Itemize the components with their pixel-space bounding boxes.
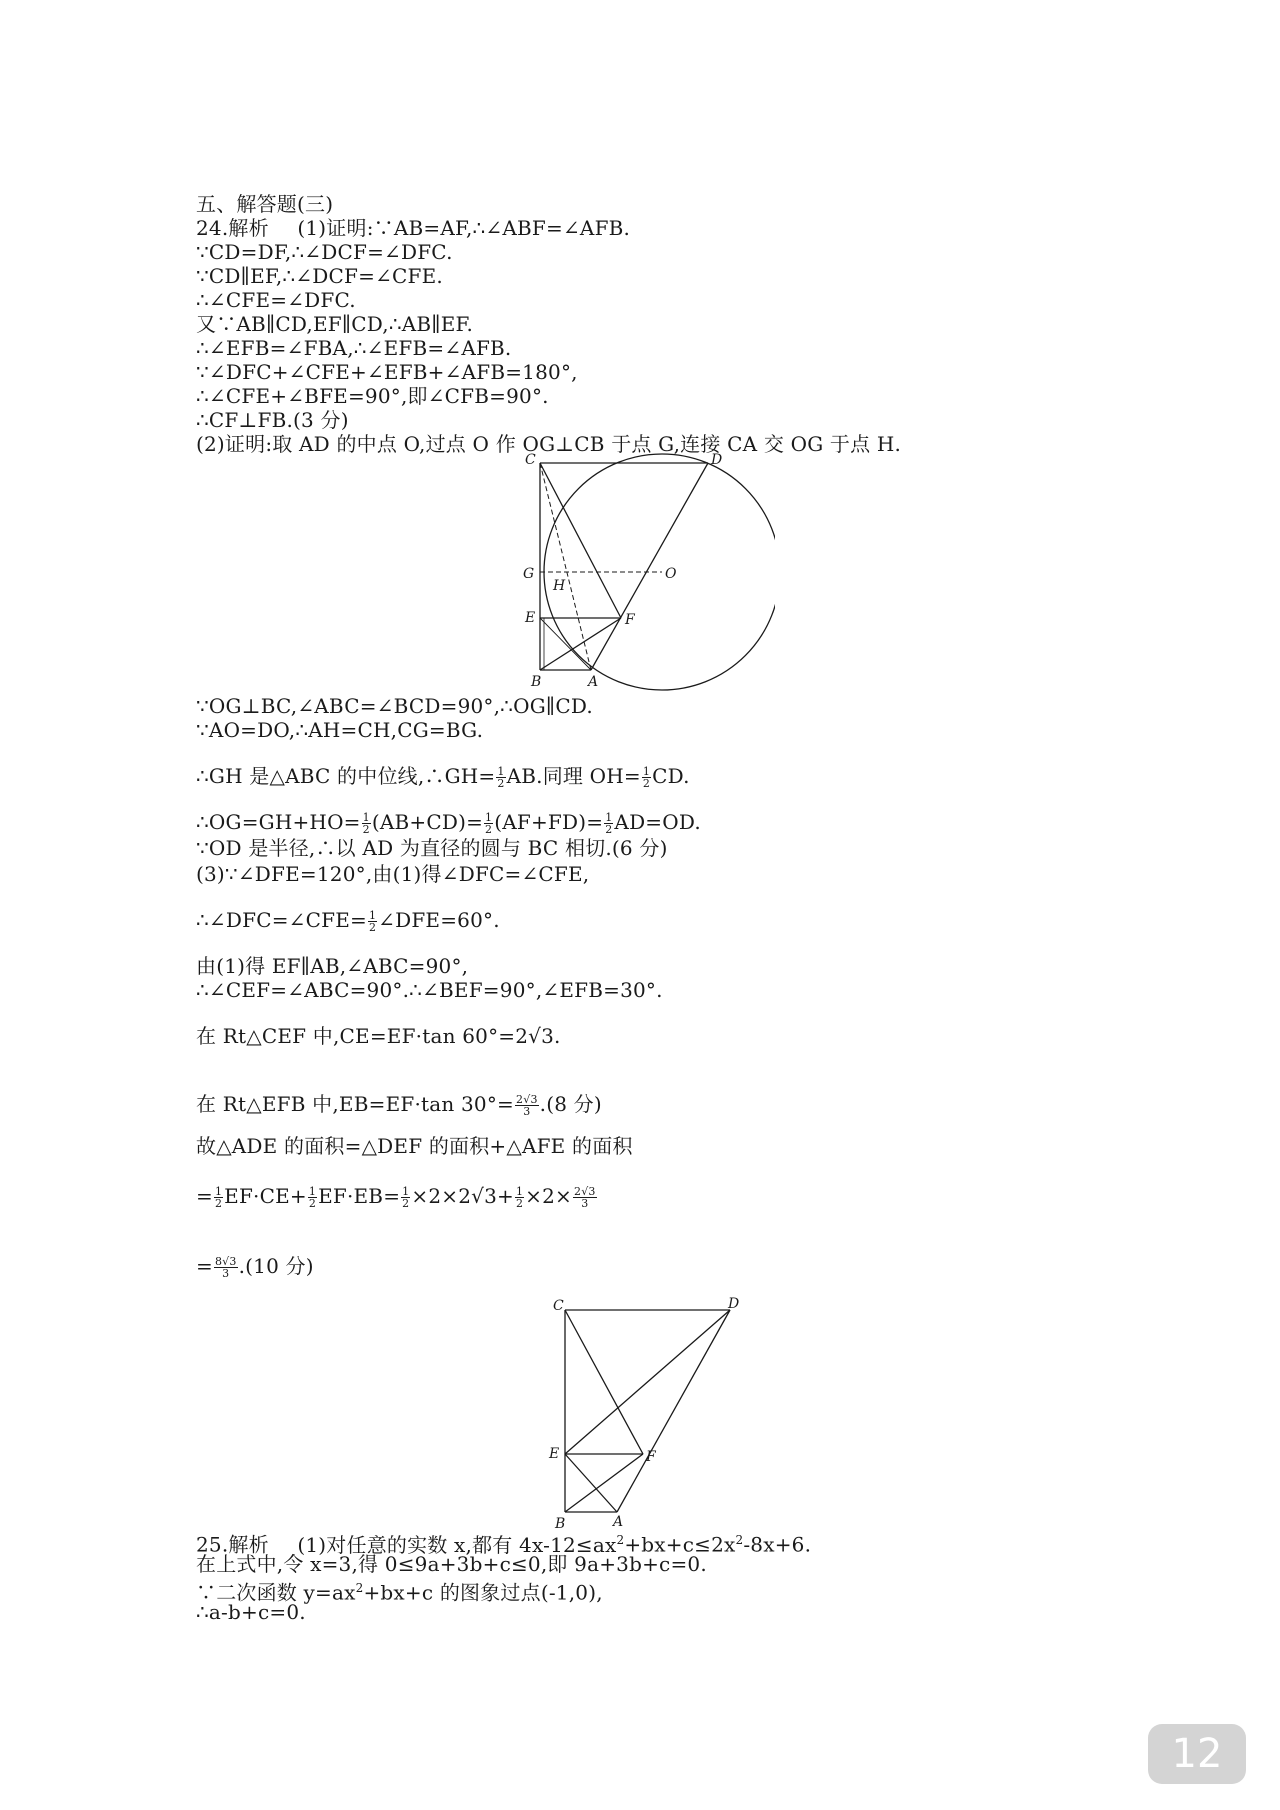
q24-text: (1)证明:∵AB=AF,∴∠ABF=∠AFB. [297,216,631,240]
label-d: D [711,452,723,468]
q25-line-3: ∵二次函数 $y=ax^2+bx+c$ 的图象过点(-1,0), [196,1580,603,1605]
q24-line-dfc: ∴∠DFC=∠CFE= $\frac{1}{2}$ ∠DFE=60°. [196,908,500,934]
q24-line-og: ∴OG=GH+HO= $\frac{1}{2}$ (AB+CD)= $\frac{1}{2}$ (AF+FD)= $\frac{1}{2}$ AD=OD. [196,810,701,836]
label-b: B [555,1516,566,1532]
q24-line: ∴∠CFE+∠BFE=90°,即∠CFB=90°. [196,384,549,408]
circle-o [544,454,775,690]
q25-line: 在上式中,令 x=3,得 0≤9a+3b+c≤0,即 9a+3b+c=0. [196,1552,707,1576]
q24-line-eb: 在 Rt△EFB 中,EB=EF·tan 30°= $\frac{2√3}{3}$ .(8 分) [196,1092,602,1118]
fraction-half: $\frac{1}{2}$ [605,811,613,836]
section-title: 五、解答题(三) [196,192,334,216]
q24-line-midline: ∴GH 是△ABC 的中位线,∴GH= $\frac{1}{2}$ AB.同理 OH= $\frac{1}{2}$ CD. [196,764,690,790]
q24-number: 24.解析 [196,216,269,240]
label-e: E [525,610,536,626]
fraction-2sqrt3-over-3: $\frac{2√3}{3}$ [516,1093,538,1118]
fraction-2sqrt3-over-3: $\frac{2√3}{3}$ [574,1185,596,1210]
fraction-half: $\frac{1}{2}$ [214,1185,223,1210]
q24-line: 又∵AB∥CD,EF∥CD,∴AB∥EF. [196,312,474,336]
label-h: H [553,578,566,594]
fraction-half: $\frac{1}{2}$ [308,1185,317,1210]
fraction-half: $\frac{1}{2}$ [368,909,377,934]
segment-bf [540,618,621,670]
label-f: F [646,1449,656,1465]
q24-line: 在 Rt△CEF 中,CE=EF·tan 60°=2√3. [196,1024,561,1048]
fraction-half: $\frac{1}{2}$ [515,1185,524,1210]
q24-line-result: = $\frac{8√3}{3}$ .(10 分) [196,1254,314,1280]
q24-line: (3)∵∠DFE=120°,由(1)得∠DFC=∠CFE, [196,862,590,886]
segment-ea [565,1454,617,1512]
label-a: A [613,1514,624,1530]
fraction-half: $\frac{1}{2}$ [485,811,493,836]
q24-line: ∵AO=DO,∴AH=CH,CG=BG. [196,718,484,742]
figure-1-circle-diagram [515,452,775,692]
label-e: E [549,1446,560,1462]
page-number-badge: 12 [1148,1724,1246,1784]
q24-line: ∴∠EFB=∠FBA,∴∠EFB=∠AFB. [196,336,512,360]
q24-line: (2)证明:取 AD 的中点 O,过点 O 作 OG⊥CB 于点 G,连接 CA 交 OG 于点 H. [196,432,902,456]
q24-line: ∵OG⊥BC,∠ABC=∠BCD=90°,∴OG∥CD. [196,694,593,718]
q25-line-1: 25.解析 (1)对任意的实数 x,都有 $4x-12\le ax^2+bx+c\le 2x^2-8x+6$. [196,1532,812,1557]
q25-number: 25.解析 [196,1532,269,1557]
fraction-half: $\frac{1}{2}$ [497,765,505,790]
label-c: C [525,452,536,468]
q24-line: ∴∠CEF=∠ABC=90°.∴∠BEF=90°,∠EFB=30°. [196,978,663,1002]
label-c: C [553,1298,564,1314]
fraction-half: $\frac{1}{2}$ [362,811,370,836]
fraction-half: $\frac{1}{2}$ [642,765,651,790]
fraction-8sqrt3-over-3: $\frac{8√3}{3}$ [214,1255,237,1280]
q24-line: ∴∠CFE=∠DFC. [196,288,356,312]
segment-ea [540,618,591,670]
segment-ed [565,1310,730,1454]
q24-line-area: = $\frac{1}{2}$ EF·CE+ $\frac{1}{2}$ EF·EB= $\frac{1}{2}$ ×2×2√3+ $\frac{1}{2}$ ×2× $\frac{2√3}{3}$ [196,1184,596,1210]
segment-bf [565,1454,643,1512]
segment-cf [565,1310,643,1454]
q24-line: 故△ADE 的面积=△DEF 的面积+△AFE 的面积 [196,1134,633,1158]
q25-line: ∴a-b+c=0. [196,1600,306,1624]
label-f: F [625,612,635,628]
segment-da [591,463,708,670]
label-g: G [523,566,535,582]
q24-line: ∴CF⊥FB.(3 分) [196,408,349,432]
q24-line: ∵CD∥EF,∴∠DCF=∠CFE. [196,264,443,288]
label-d: D [728,1296,740,1312]
fraction-half: $\frac{1}{2}$ [402,1185,410,1210]
segment-da [617,1310,730,1512]
q24-line-1 [196,216,630,240]
q24-line: ∵OD 是半径,∴以 AD 为直径的圆与 BC 相切.(6 分) [196,836,668,860]
label-o: O [665,566,677,582]
label-a: A [588,674,599,690]
label-b: B [531,674,542,690]
q24-line: ∵∠DFC+∠CFE+∠EFB+∠AFB=180°, [196,360,578,384]
q24-line: ∵CD=DF,∴∠DCF=∠DFC. [196,240,453,264]
q24-line: 由(1)得 EF∥AB,∠ABC=90°, [196,954,469,978]
figure-2-trapezoid-diagram [545,1296,750,1536]
